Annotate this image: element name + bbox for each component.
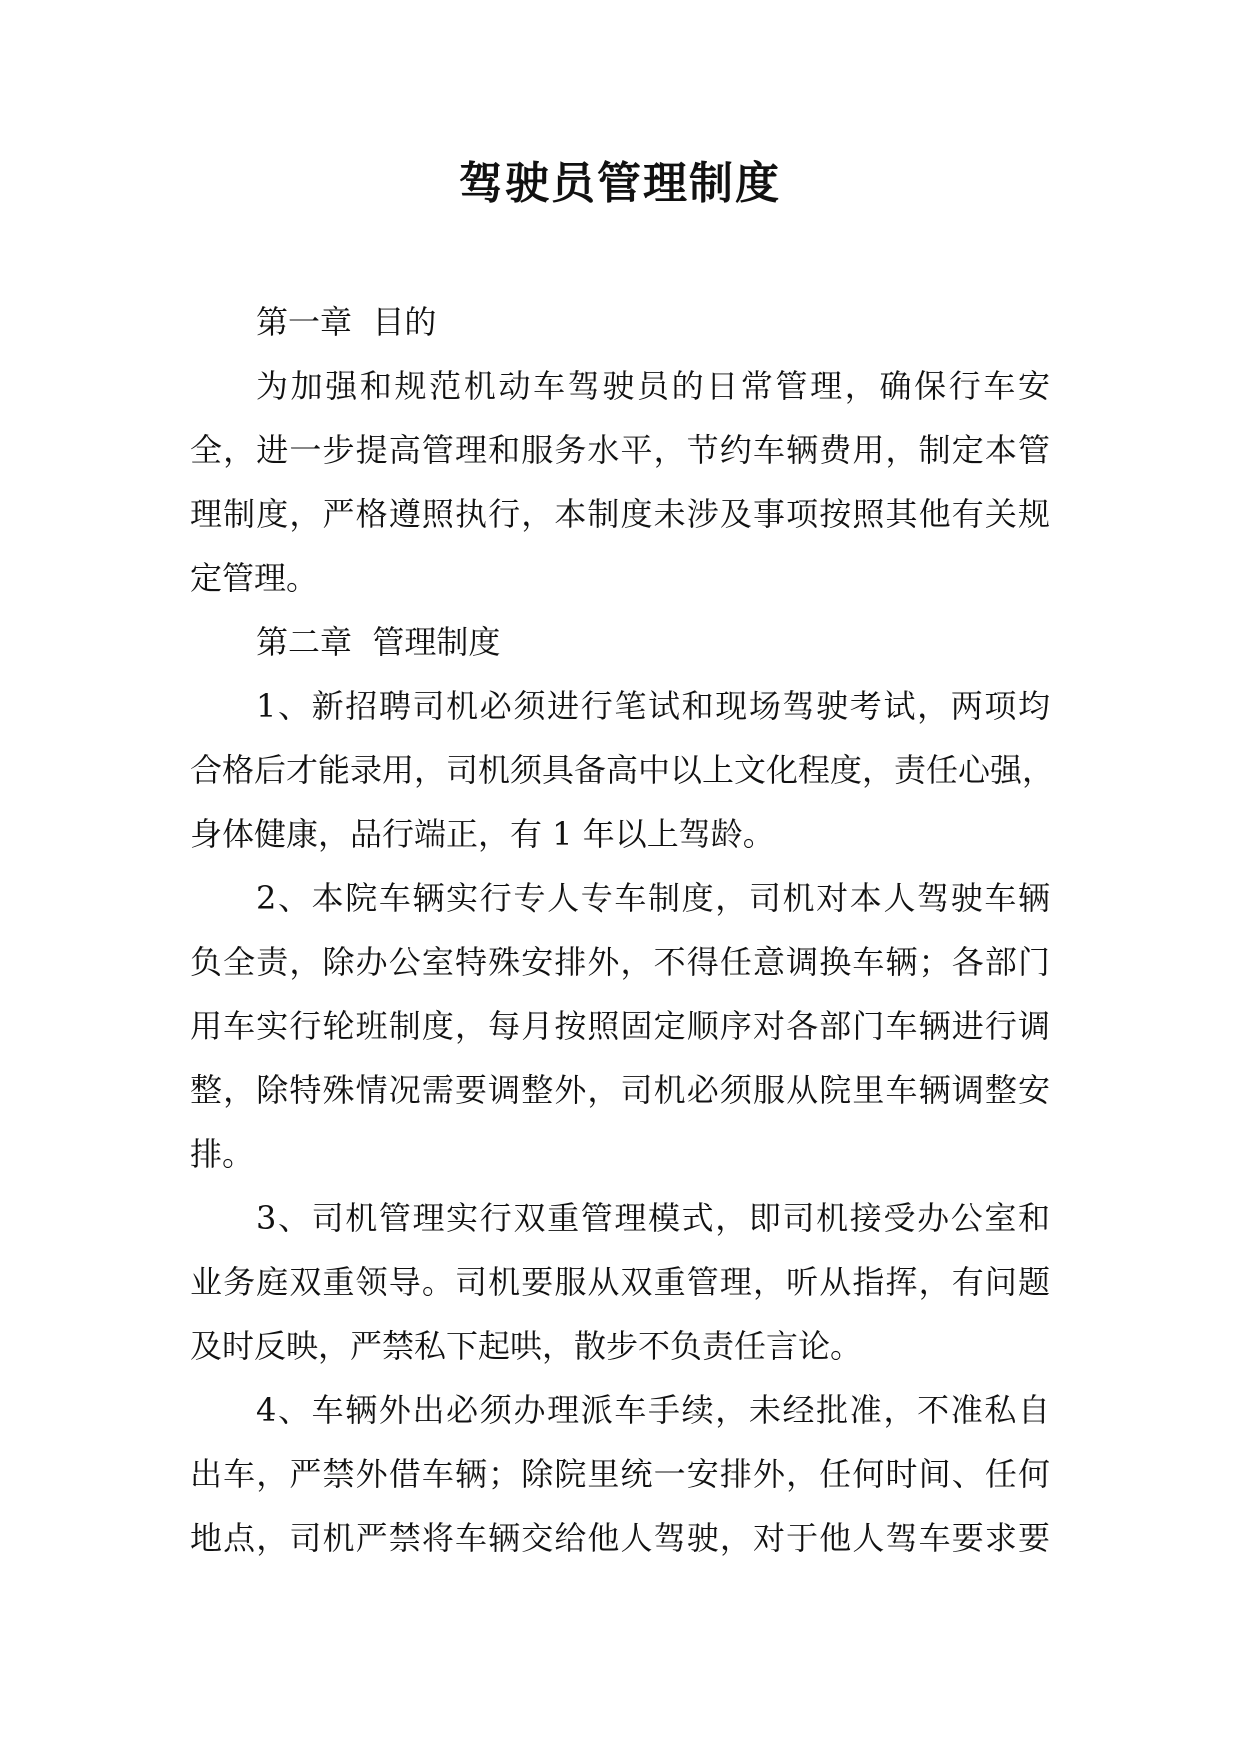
text-line: 及时反映，严禁私下起哄，散步不负责任言论。 [190, 1327, 863, 1365]
text-line: 2、本院车辆实行专人专车制度，司机对本人驾驶车辆 [256, 879, 1050, 917]
paragraph [190, 866, 1050, 1186]
paragraph [190, 354, 1050, 610]
text-line: 全，进一步提高管理和服务水平，节约车辆费用，制定本管 [190, 431, 1050, 469]
text-line: 3、司机管理实行双重管理模式，即司机接受办公室和 [256, 1199, 1050, 1237]
text-line: 整，除特殊情况需要调整外，司机必须服从院里车辆调整安 [190, 1071, 1050, 1109]
document-body [190, 290, 1055, 1570]
text-line: 负全责，除办公室特殊安排外，不得任意调换车辆；各部门 [190, 943, 1050, 981]
text-line: 排。 [190, 1135, 255, 1173]
text-line: 4、车辆外出必须办理派车手续，未经批准，不准私自 [256, 1391, 1050, 1429]
text-line: 为加强和规范机动车驾驶员的日常管理，确保行车安 [256, 367, 1050, 405]
text-line: 用车实行轮班制度，每月按照固定顺序对各部门车辆进行调 [190, 1007, 1050, 1045]
text-line: 定管理。 [190, 559, 319, 597]
paragraph [190, 674, 1055, 866]
document-title: 驾驶员管理制度 [459, 158, 781, 209]
text-line: 合格后才能录用，司机须具备高中以上文化程度，责任心强， [190, 751, 1055, 789]
chapter-heading: 第二章 管理制度 [256, 623, 501, 661]
text-line: 地点，司机严禁将车辆交给他人驾驶，对于他人驾车要求要 [190, 1519, 1050, 1557]
text-line: 1、新招聘司机必须进行笔试和现场驾驶考试，两项均 [256, 687, 1050, 725]
text-line: 业务庭双重领导。司机要服从双重管理，听从指挥，有问题 [190, 1263, 1050, 1301]
text-line: 出车，严禁外借车辆；除院里统一安排外，任何时间、任何 [190, 1455, 1050, 1493]
text-line: 身体健康，品行端正，有 1 年以上驾龄。 [190, 815, 775, 853]
paragraph [190, 1186, 1050, 1378]
paragraph [190, 1378, 1050, 1570]
text-line: 理制度，严格遵照执行，本制度未涉及事项按照其他有关规 [190, 495, 1050, 533]
chapter-heading: 第一章 目的 [256, 303, 437, 341]
